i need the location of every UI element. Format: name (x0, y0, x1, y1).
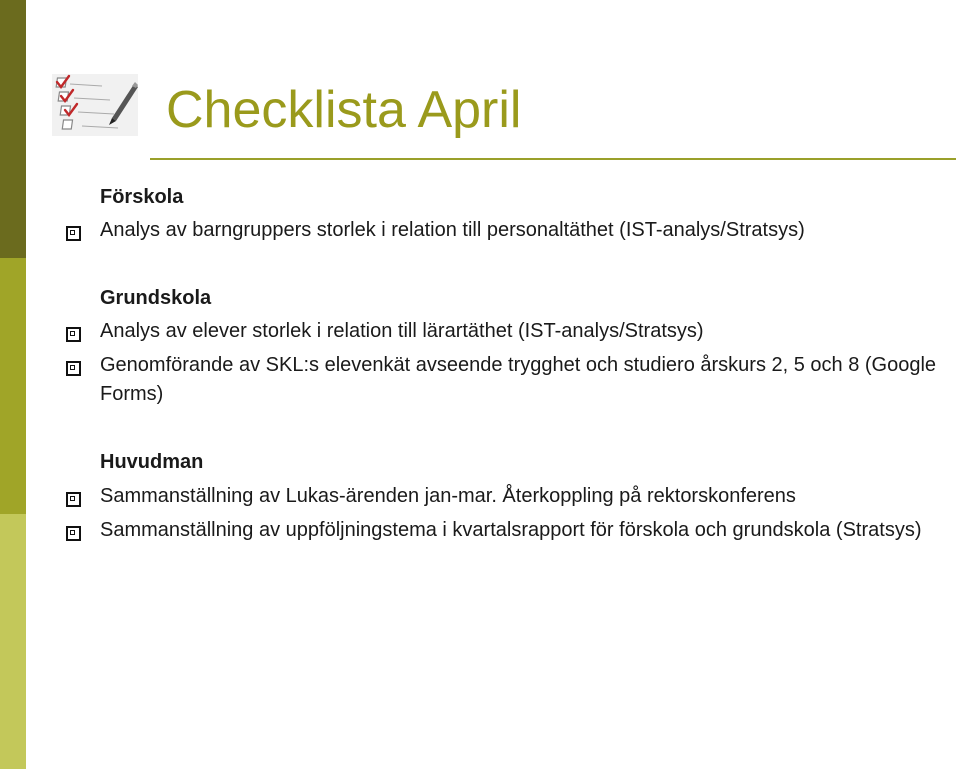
section-heading-forskola: Förskola (100, 186, 184, 208)
list-item: Sammanställning av Lukas-ärenden jan-mar. Återkoppling på rektorskonferens (100, 485, 796, 507)
square-bullet-icon (66, 226, 81, 241)
square-bullet-icon (66, 327, 81, 342)
checklist-pen-icon (52, 74, 138, 136)
page-title: Checklista April (166, 81, 522, 139)
section-heading-huvudman: Huvudman (100, 451, 204, 473)
sidebar-segment-light (0, 514, 26, 769)
title-divider (150, 158, 956, 160)
sidebar-segment-dark (0, 0, 26, 258)
sidebar-segment-mid (0, 258, 26, 514)
section-heading-grundskola: Grundskola (100, 287, 212, 309)
list-item: Genomförande av SKL:s elevenkät avseende trygghet och studiero årskurs 2, 5 och 8 (Google Forms) (100, 354, 937, 405)
list-item: Sammanställning av uppföljningstema i kvartalsrapport för förskola och grundskola (Stratsys) (100, 519, 922, 541)
square-bullet-icon (66, 526, 81, 541)
list-item: Analys av elever storlek i relation till lärartäthet (IST-analys/Stratsys) (100, 320, 704, 342)
square-bullet-icon (66, 492, 81, 507)
left-color-bar (0, 0, 26, 769)
list-item: Analys av barngruppers storlek i relation till personaltäthet (IST-analys/Stratsys) (100, 219, 805, 241)
square-bullet-icon (66, 361, 81, 376)
